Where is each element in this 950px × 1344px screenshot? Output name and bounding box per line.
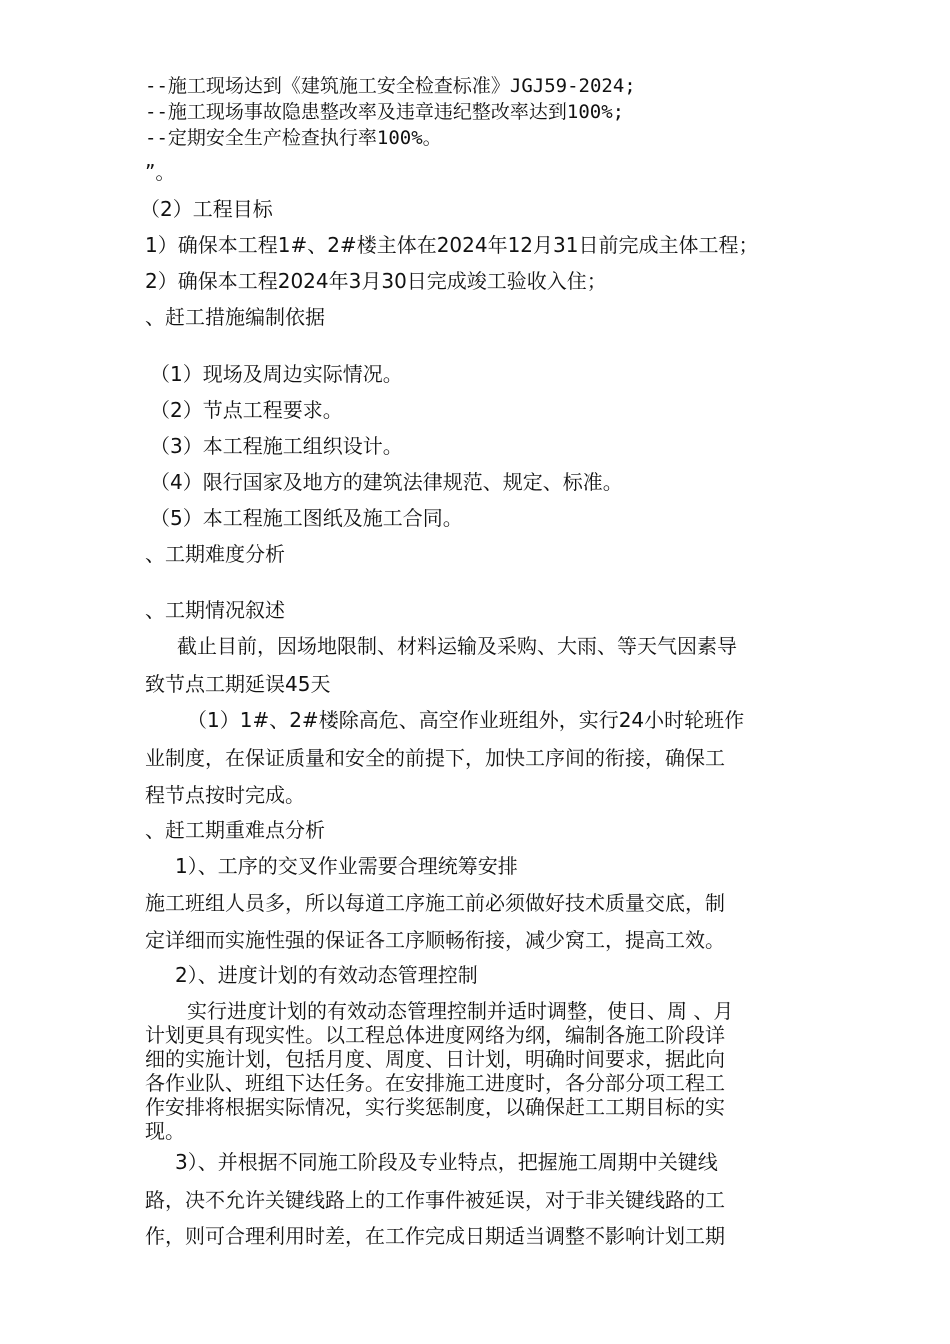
- text-line: 施工班组人员多，所以每道工序施工前必须做好技术质量交底，制: [145, 891, 725, 915]
- text-line: 现。: [145, 1119, 185, 1143]
- text-line: 作安排将根据实际情况，实行奖惩制度，以确保赶工工期目标的实: [145, 1095, 725, 1119]
- text-line: 业制度，在保证质量和安全的前提下，加快工序间的衔接，确保工: [145, 746, 725, 770]
- text-line: 细的实施计划，包括月度、周度、日计划，明确时间要求，据此向: [145, 1047, 725, 1071]
- text-line: 实行进度计划的有效动态管理控制并适时调整，使日、周 、月: [187, 999, 734, 1023]
- text-line: --定期安全生产检查执行率100%。: [145, 127, 442, 149]
- list-item: （5）本工程施工图纸及施工合同。: [150, 506, 463, 530]
- list-item: （3）本工程施工组织设计。: [150, 434, 403, 458]
- text-line: 计划更具有现实性。以工程总体进度网络为纲，编制各施工阶段详: [145, 1023, 725, 1047]
- text-line: --施工现场事故隐患整改率及违章违纪整改率达到100%;: [145, 101, 625, 123]
- subsection-heading: 1）、工序的交叉作业需要合理统筹安排: [175, 854, 518, 878]
- section-heading: 、赶工期重难点分析: [145, 818, 325, 842]
- list-item: （1）现场及周边实际情况。: [150, 362, 403, 386]
- text-line: （1）1#、2#楼除高危、高空作业班组外，实行24小时轮班作: [187, 708, 745, 732]
- section-heading: 、赶工措施编制依据: [145, 305, 325, 329]
- section-heading: 、工期难度分析: [145, 542, 285, 566]
- text-line: 定详细而实施性强的保证各工序顺畅衔接，减少窝工，提高工效。: [145, 928, 725, 952]
- section-heading: 、工期情况叙述: [145, 598, 285, 622]
- text-line: 作，则可合理利用时差，在工作完成日期适当调整不影响计划工期: [145, 1224, 725, 1248]
- text-line: 路，决不允许关键线路上的工作事件被延误，对于非关键线路的工: [145, 1188, 725, 1212]
- section-heading: （2）工程目标: [140, 197, 273, 221]
- text-line: --施工现场达到《建筑施工安全检查标准》JGJ59-2024;: [145, 75, 636, 97]
- list-item: （2）节点工程要求。: [150, 398, 343, 422]
- list-item: （4）限行国家及地方的建筑法律规范、规定、标准。: [150, 470, 623, 494]
- text-line: 致节点工期延误45天: [145, 672, 331, 696]
- text-line: 各作业队、班组下达任务。在安排施工进度时，各分部分项工程工: [145, 1071, 725, 1095]
- text-line: 截止目前，因场地限制、材料运输及采购、大雨、等天气因素导: [177, 634, 737, 658]
- subsection-heading: 2）、进度计划的有效动态管理控制: [175, 963, 478, 987]
- text-line: 2）确保本工程2024年3月30日完成竣工验收入住；: [145, 269, 607, 293]
- text-line: 1）确保本工程1#、2#楼主体在2024年12月31日前完成主体工程；: [145, 233, 759, 257]
- text-line: ”。: [145, 160, 176, 184]
- text-line: 3）、并根据不同施工阶段及专业特点，把握施工周期中关键线: [175, 1150, 718, 1174]
- text-line: 程节点按时完成。: [145, 783, 305, 807]
